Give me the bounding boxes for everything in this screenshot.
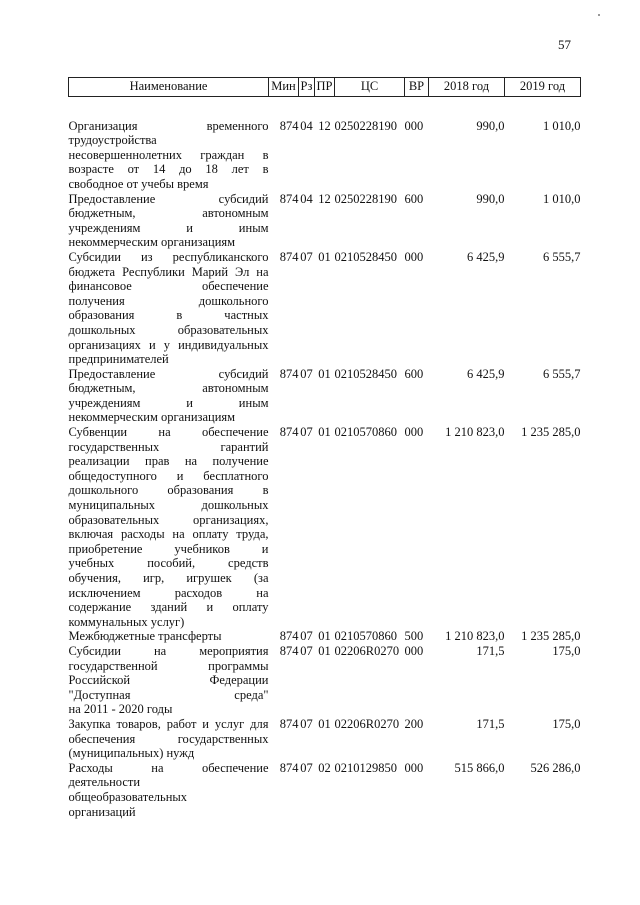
cell-rz: 07 bbox=[300, 425, 313, 440]
row-name-line: учреждениям и иным bbox=[68, 220, 269, 235]
cell-pr: 01 bbox=[318, 425, 331, 440]
table-row bbox=[69, 250, 581, 367]
cell-min: 874 bbox=[279, 191, 299, 206]
row-name-line: получения дошкольного bbox=[68, 293, 269, 308]
row-name-line: муниципальных дошкольных bbox=[68, 498, 269, 513]
table-body bbox=[69, 96, 581, 819]
cell-cs: 02206R0270 bbox=[334, 643, 400, 658]
cell-cs: 0210129850 bbox=[334, 760, 397, 775]
row-name-line: бюджета Республики Марий Эл на bbox=[68, 264, 269, 279]
row-name-line: дошкольного образования в bbox=[68, 483, 269, 498]
row-name-line: обеспечения государственных bbox=[68, 731, 269, 746]
row-name bbox=[69, 644, 269, 717]
cell-vr: 200 bbox=[404, 716, 424, 731]
cell-cs: 02206R0270 bbox=[334, 716, 400, 731]
row-name-line: организаций bbox=[68, 804, 136, 819]
cell-y2019: 1 235 285,0 bbox=[521, 629, 581, 644]
row-name bbox=[69, 717, 269, 761]
table-row bbox=[69, 367, 581, 425]
row-name bbox=[69, 192, 269, 250]
row-name-line: коммунальных услуг) bbox=[68, 614, 185, 629]
cell-y2018: 515 866,0 bbox=[454, 760, 505, 775]
column-header-cs: ЦС bbox=[335, 78, 405, 97]
row-name-line: Закупка товаров, работ и услуг для bbox=[68, 716, 269, 731]
cell-rz: 07 bbox=[300, 366, 313, 381]
row-name-line: Предоставление субсидий bbox=[68, 366, 269, 381]
row-name-line: "Доступная среда" bbox=[68, 687, 269, 702]
cell-y2018: 1 210 823,0 bbox=[445, 629, 505, 644]
row-name-line: бюджетным, автономным bbox=[68, 206, 269, 221]
cell-y2019: 1 010,0 bbox=[543, 118, 581, 133]
cell-rz: 04 bbox=[300, 191, 313, 206]
page-number: 57 bbox=[558, 37, 571, 52]
cell-vr: 000 bbox=[404, 760, 424, 775]
cell-y2018: 990,0 bbox=[476, 191, 505, 206]
row-name-line: Субсидии из республиканского bbox=[68, 249, 269, 264]
cell-rz: 07 bbox=[300, 760, 313, 775]
cell-y2018: 6 425,9 bbox=[467, 366, 505, 381]
cell-cs: 0210528450 bbox=[334, 366, 397, 381]
cell-min: 874 bbox=[279, 629, 299, 644]
row-name-line: приобретение учебников и bbox=[68, 541, 269, 556]
cell-pr: 01 bbox=[318, 366, 331, 381]
table-row bbox=[69, 717, 581, 761]
table-row bbox=[69, 96, 581, 191]
cell-cs: 0210570860 bbox=[334, 425, 397, 440]
table-row bbox=[69, 425, 581, 629]
cell-vr: 600 bbox=[404, 366, 424, 381]
column-header-2018: 2018 год bbox=[429, 78, 505, 97]
cell-rz: 07 bbox=[300, 249, 313, 264]
column-header-name: Наименование bbox=[69, 78, 269, 97]
cell-y2019: 175,0 bbox=[552, 643, 581, 658]
row-name-line: исключением расходов на bbox=[68, 585, 269, 600]
row-name-line: некоммерческим организациям bbox=[68, 235, 236, 250]
cell-min: 874 bbox=[279, 716, 299, 731]
row-name-line: Субвенции на обеспечение bbox=[68, 425, 269, 440]
table-row bbox=[69, 761, 581, 819]
row-name-line: организациях и у индивидуальных bbox=[68, 337, 269, 352]
cell-vr: 000 bbox=[404, 643, 424, 658]
row-name bbox=[69, 425, 269, 629]
row-name-line: содержание зданий и оплату bbox=[68, 600, 269, 615]
row-name-line: бюджетным, автономным bbox=[68, 381, 269, 396]
row-name-line: государственных гарантий bbox=[68, 439, 269, 454]
cell-min: 874 bbox=[279, 366, 299, 381]
cell-vr: 000 bbox=[404, 118, 424, 133]
row-name-line: обучения, игр, игрушек (за bbox=[68, 571, 269, 585]
row-name-line: учебных пособий, средств bbox=[68, 556, 269, 571]
cell-cs: 0250228190 bbox=[334, 191, 397, 206]
scan-speck bbox=[598, 14, 600, 16]
cell-y2019: 1 235 285,0 bbox=[521, 425, 581, 440]
row-name bbox=[69, 250, 269, 367]
cell-rz: 07 bbox=[300, 643, 313, 658]
cell-vr: 500 bbox=[404, 629, 424, 644]
column-header-rz: Рз bbox=[299, 78, 315, 97]
row-name-line: некоммерческим организациям bbox=[68, 410, 236, 425]
cell-min: 874 bbox=[279, 760, 299, 775]
cell-cs: 0210570860 bbox=[334, 629, 397, 644]
budget-table bbox=[68, 77, 581, 819]
cell-pr: 12 bbox=[318, 191, 331, 206]
row-name-line: Субсидии на мероприятия bbox=[68, 643, 269, 658]
column-header-vr: ВР bbox=[405, 78, 429, 97]
table-row bbox=[69, 629, 581, 644]
cell-rz: 07 bbox=[300, 629, 313, 644]
row-name-line: несовершеннолетних граждан в bbox=[68, 147, 269, 162]
cell-cs: 0250228190 bbox=[334, 118, 397, 133]
column-header-pr: ПР bbox=[315, 78, 335, 97]
row-name-line: свободное от учебы время bbox=[68, 176, 209, 191]
cell-cs: 0210528450 bbox=[334, 249, 397, 264]
cell-y2019: 6 555,7 bbox=[543, 366, 581, 381]
row-name-line: государственной программы bbox=[68, 658, 269, 673]
cell-pr: 02 bbox=[318, 760, 331, 775]
cell-y2019: 6 555,7 bbox=[543, 249, 581, 264]
row-name-line: образовательных организациях, bbox=[68, 512, 269, 527]
row-name-line: возрасте от 14 до 18 лет в bbox=[68, 162, 269, 177]
row-name-line: финансовое обеспечение bbox=[68, 279, 269, 294]
row-name-line: образования в частных bbox=[68, 308, 269, 323]
cell-vr: 000 bbox=[404, 425, 424, 440]
row-name bbox=[69, 761, 269, 819]
row-name bbox=[69, 629, 269, 644]
row-name-line: включая расходы на оплату труда, bbox=[68, 527, 269, 542]
table-header-row bbox=[69, 78, 581, 97]
cell-pr: 01 bbox=[318, 629, 331, 644]
cell-min: 874 bbox=[279, 425, 299, 440]
cell-y2019: 1 010,0 bbox=[543, 191, 581, 206]
cell-y2018: 171,5 bbox=[476, 716, 505, 731]
row-name-line: Организация временного bbox=[68, 118, 269, 133]
cell-y2018: 6 425,9 bbox=[467, 249, 505, 264]
row-name-line: Российской Федерации bbox=[68, 673, 269, 688]
row-name bbox=[69, 367, 269, 425]
row-name-line: реализации прав на получение bbox=[68, 454, 269, 469]
row-name-line: Предоставление субсидий bbox=[68, 191, 269, 206]
row-name-line: предпринимателей bbox=[68, 352, 169, 367]
cell-pr: 01 bbox=[318, 643, 331, 658]
cell-y2019: 526 286,0 bbox=[530, 760, 581, 775]
cell-y2018: 1 210 823,0 bbox=[445, 425, 505, 440]
cell-min: 874 bbox=[279, 118, 299, 133]
cell-vr: 600 bbox=[404, 191, 424, 206]
cell-min: 874 bbox=[279, 643, 299, 658]
column-header-min: Мин bbox=[269, 78, 299, 97]
row-name-line: учреждениям и иным bbox=[68, 395, 269, 410]
row-name-line: деятельности bbox=[68, 775, 141, 790]
row-name-line: общеобразовательных bbox=[68, 789, 188, 804]
row-name-line: (муниципальных) нужд bbox=[68, 746, 195, 761]
row-name-line: на 2011 - 2020 годы bbox=[68, 702, 173, 717]
cell-y2018: 990,0 bbox=[476, 118, 505, 133]
row-name bbox=[69, 96, 269, 191]
cell-y2019: 175,0 bbox=[552, 716, 581, 731]
cell-pr: 01 bbox=[318, 716, 331, 731]
row-name-line: трудоустройства bbox=[68, 133, 157, 148]
table-row bbox=[69, 192, 581, 250]
cell-vr: 000 bbox=[404, 249, 424, 264]
row-name-line: дошкольных образовательных bbox=[68, 322, 269, 337]
cell-rz: 04 bbox=[300, 118, 313, 133]
cell-min: 874 bbox=[279, 249, 299, 264]
row-name-line: Межбюджетные трансферты bbox=[68, 629, 222, 644]
table-row bbox=[69, 644, 581, 717]
cell-rz: 07 bbox=[300, 716, 313, 731]
row-name-line: Расходы на обеспечение bbox=[68, 760, 269, 775]
row-name-line: общедоступного и бесплатного bbox=[68, 468, 269, 483]
cell-pr: 12 bbox=[318, 118, 331, 133]
cell-y2018: 171,5 bbox=[476, 643, 505, 658]
column-header-2019: 2019 год bbox=[505, 78, 581, 97]
cell-pr: 01 bbox=[318, 249, 331, 264]
